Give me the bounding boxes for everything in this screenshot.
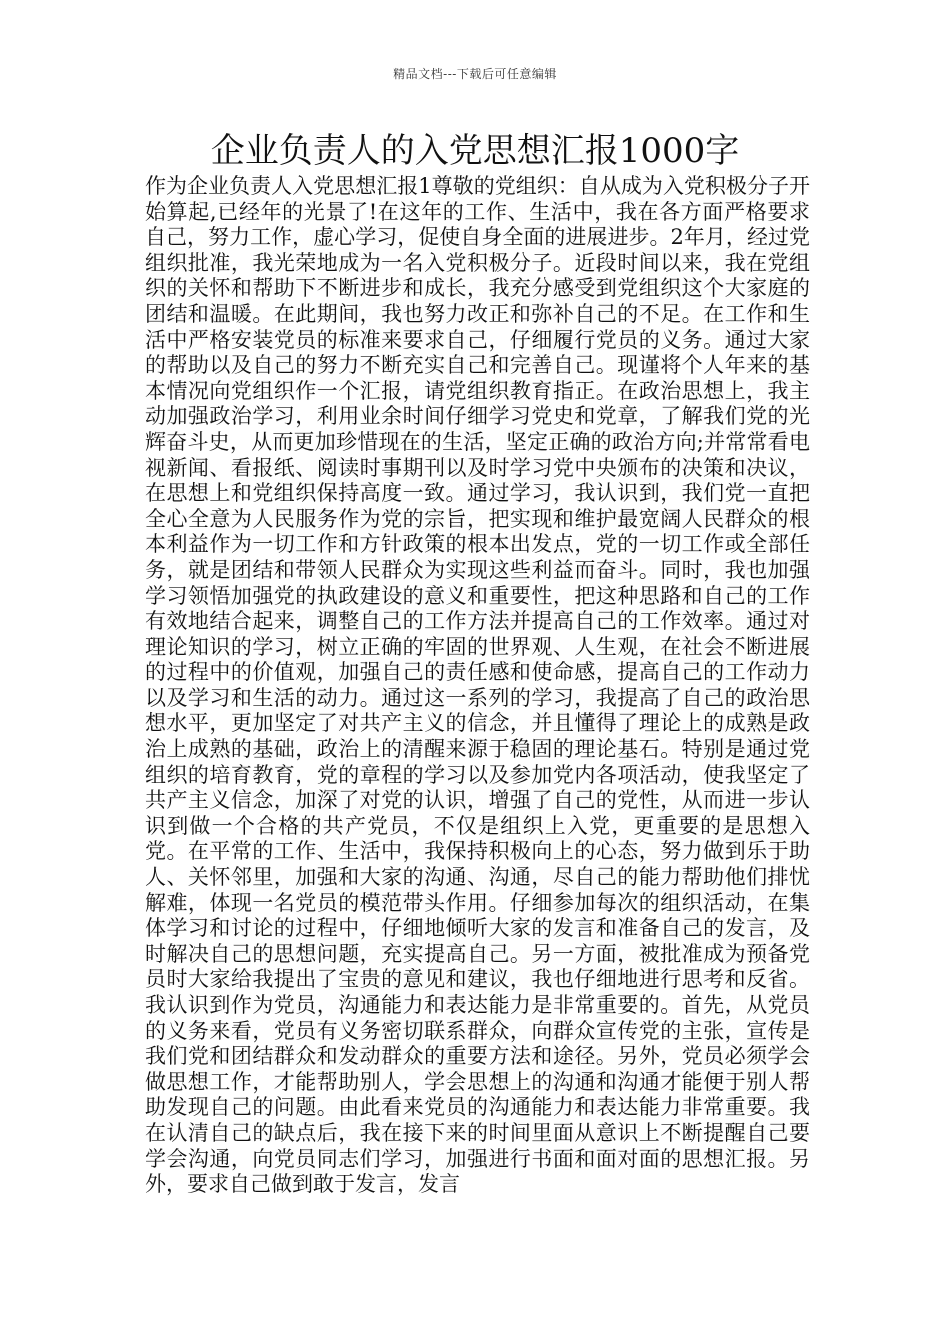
document-body-text: 作为企业负责人入党思想汇报1尊敬的党组织：自从成为入党积极分子开始算起,已经年的光景了!在这年的工作、生活中，我在各方面严格要求自己，努力工作，虚心学习，促使自身全面的进展进步。2年月，经过党组织批准，我光荣地成为一名入党积极分子。近段时间以来，我在党组织的关怀和帮助下不断进步和成长，我充分感受到党组织这个大家庭的团结和温暖。在此期间，我也努力改正和弥补自己的不足。在工作和生活中严格安装党员的标准来要求自己，仔细履行党员的义务。通过大家的帮助以及自己的努力不断充实自己和完善自己。现谨将个人年来的基本情况向党组织作一个汇报，请党组织教育指正。在政治思想上，我主动加强政治学习，利用业余时间仔细学习党史和党章，了解我们党的光辉奋斗史，从而更加珍惜现在的生活，坚定正确的政治方向;并常常看电视新闻、看报纸、阅读时事期刊以及时学习党中央颁布的决策和决议，在思想上和党组织保持高度一致。通过学习，我认识到，我们党一直把全心全意为人民服务作为党的宗旨，把实现和维护最宽阔人民群众的根本利益作为一切工作和方针政策的根本出发点，党的一切工作或全部任务，就是团结和带领人民群众为实现这些利益而奋斗。同时，我也加强学习领悟加强党的执政建设的意义和重要性，把这种思路和自己的工作有效地结合起来，调整自己的工作方法并提高自己的工作效率。通过对理论知识的学习，树立正确的牢固的世界观、人生观，在社会不断进展的过程中的价值观，加强自己的责任感和使命感，提高自己的工作动力以及学习和生活的动力。通过这一系列的学习，我提高了自己的政治思想水平，更加坚定了对共产主义的信念，并且懂得了理论上的成熟是政治上成熟的基础，政治上的清醒来源于稳固的理论基石。特别是通过党组织的培育教育，党的章程的学习以及参加党内各项活动，使我坚定了共产主义信念，加深了对党的认识，增强了自己的党性，从而进一步认识到做一个合格的共产党员，不仅是组织上入党，更重要的是思想入党。在平常的工作、生活中，我保持积极向上的心态，努力做到乐于助人、关怀邻里，加强和大家的沟通、沟通，尽自己的能力帮助他们排忧解难，体现一名党员的模范带头作用。仔细参加每次的组织活动，在集体学习和讨论的过程中，仔细地倾听大家的发言和准备自己的发言，及时解决自己的思想问题，充实提高自己。另一方面，被批准成为预备党员时大家给我提出了宝贵的意见和建议，我也仔细地进行思考和反省。我认识到作为党员，沟通能力和表达能力是非常重要的。首先，从党员的义务来看，党员有义务密切联系群众，向群众宣传党的主张，宣传是我们党和团结群众和发动群众的重要方法和途径。另外，党员必须学会做思想工作，才能帮助别人，学会思想上的沟通和沟通才能便于别人帮助发现自己的问题。由此看来党员的沟通能力和表达能力非常重要。我在认清自己的缺点后，我在接下来的时间里面从意识上不断提醒自己要学会沟通，向党员同志们学习，加强进行书面和面对面的思想汇报。另外，要求自己做到敢于发言，发言 — [145, 174, 810, 1197]
document-title: 企业负责人的入党思想汇报1000字 — [210, 131, 740, 171]
page-header-note: 精品文档---下载后可任意编辑 — [393, 67, 557, 81]
